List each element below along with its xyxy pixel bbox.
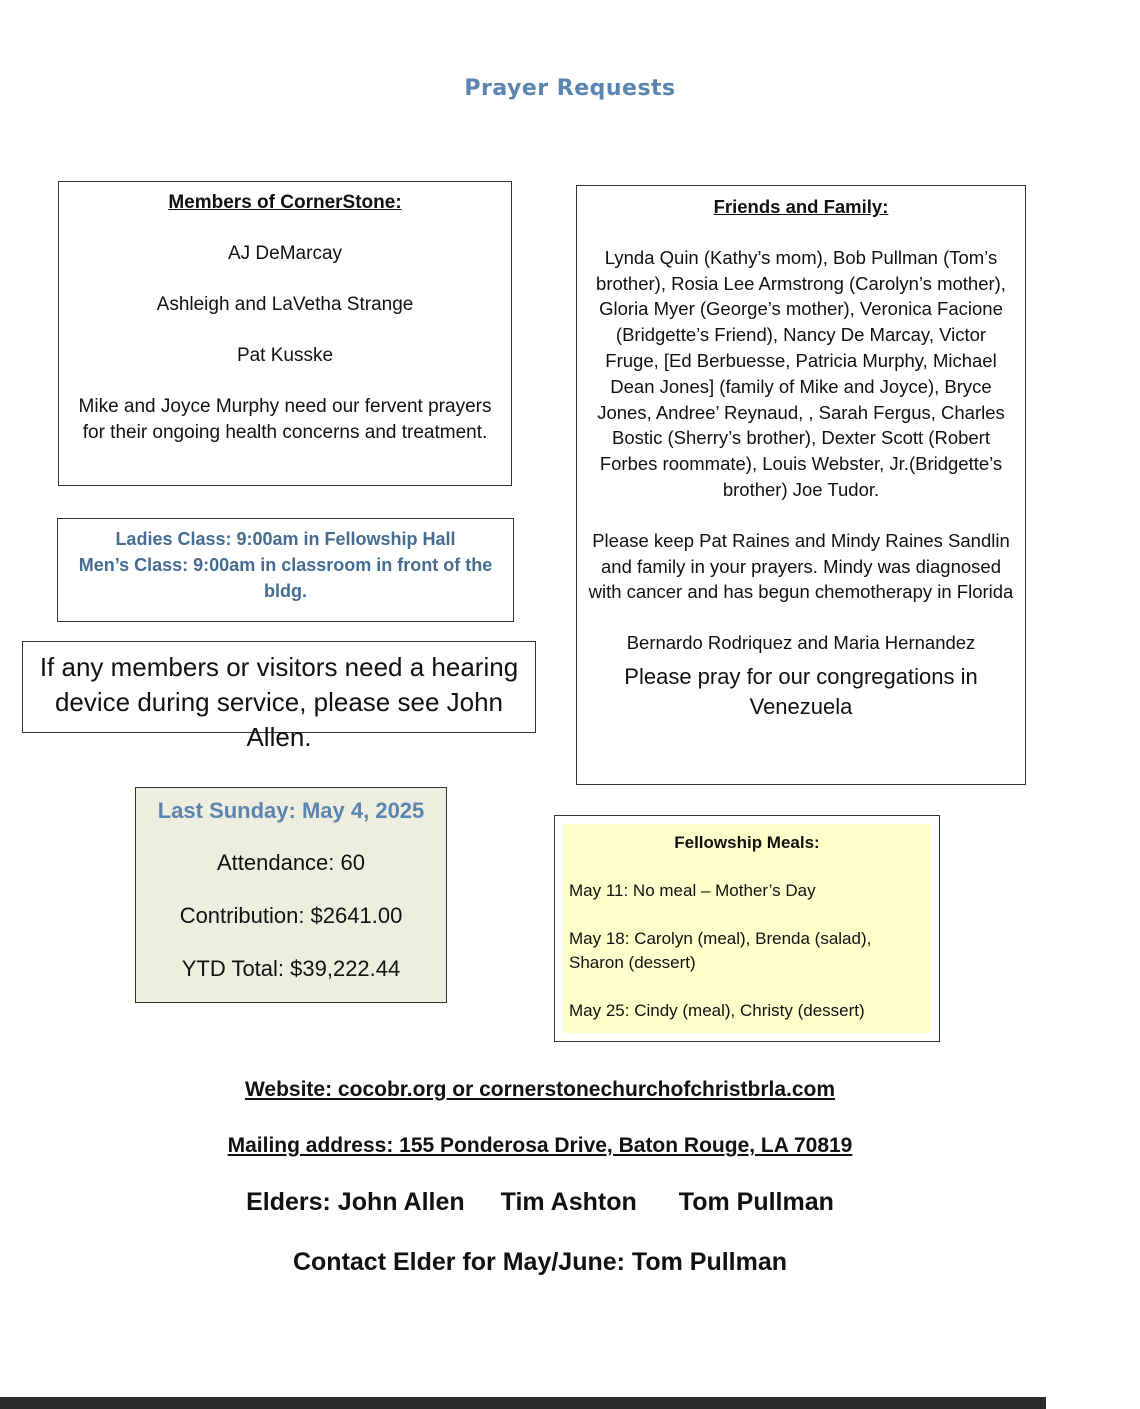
elders-line (0, 1188, 1080, 1217)
members-box (58, 181, 512, 486)
page-title: Prayer Requests (464, 76, 676, 101)
raines-request: Please keep Pat Raines and Mindy Raines Sandlin and family in your prayers. Mindy was diagnosed with cancer and has begun chemotherapy in Florida (588, 529, 1014, 603)
friends-heading: Friends and Family: (713, 196, 889, 217)
attendance: Attendance: 60 (216, 850, 365, 875)
bottom-bar (0, 1397, 1046, 1409)
elder-tom-pullman: Tom Pullman (678, 1188, 834, 1216)
member-entry: AJ DeMarcay (227, 243, 343, 264)
meal-item: May 11: No meal – Mother’s Day (569, 881, 816, 900)
last-sunday-heading: Last Sunday: May 4, 2025 (157, 798, 425, 823)
classes-box (57, 518, 514, 622)
meal-item: May 25: Cindy (meal), Christy (dessert) (569, 1001, 865, 1020)
meals-heading: Fellowship Meals: (674, 833, 820, 852)
ytd-total: YTD Total: $39,222.44 (181, 956, 401, 981)
contribution: Contribution: $2641.00 (179, 903, 403, 928)
website-link[interactable]: Website: cocobr.org or cornerstonechurchofchristbrla.com (244, 1078, 836, 1101)
friends-family-box (576, 185, 1026, 785)
hearing-device-notice (22, 641, 536, 752)
elder-tim-ashton: Tim Ashton (500, 1188, 637, 1216)
elder-john-allen: Elders: John Allen (246, 1188, 465, 1216)
contact-elder: Contact Elder for May/June: Tom Pullman (292, 1248, 788, 1276)
friends-names: Lynda Quin (Kathy’s mom), Bob Pullman (Tom’s brother), Rosia Lee Armstrong (Carolyn’s mother), Gloria Myer (George’s mother), Veronica Facione (Bridgette’s Friend), Nancy De Marcay, Victor Fruge, [Ed Berbuesse, Patricia Murphy, Michael Dean Jones] (family of Mike and Joyce), Bryce Jones, Andree’ Reynaud, , Sarah Fergus, Charles Bostic (Sherry’s brother), Dexter Scott (Robert Forbes roommate), Louis Webster, Jr.(Bridgette’s brother) Joe Tudor. (596, 246, 1006, 500)
hearing-text: If any members or visitors need a hearing device during service, please see John Allen. (39, 652, 519, 752)
mailing-address: Mailing address: 155 Ponderosa Drive, Baton Rouge, LA 70819 (227, 1134, 853, 1157)
last-sunday-box (135, 787, 447, 1003)
ladies-class: Ladies Class: 9:00am in Fellowship Hall (115, 529, 456, 549)
fellowship-meals-panel (563, 824, 931, 1033)
mens-class: Men’s Class: 9:00am in classroom in front of the bldg. (78, 555, 493, 601)
member-entry: Ashleigh and LaVetha Strange (156, 294, 414, 315)
member-entry: Pat Kusske (236, 345, 334, 366)
venezuela-request: Please pray for our congregations in Venezuela (624, 663, 978, 719)
rodriquez-request: Bernardo Rodriquez and Maria Hernandez (626, 632, 976, 654)
fellowship-meals-box (554, 815, 940, 1042)
member-entry: Mike and Joyce Murphy need our fervent prayers for their ongoing health concerns and treatment. (78, 396, 492, 443)
members-heading: Members of CornerStone: (168, 192, 402, 213)
meal-item: May 18: Carolyn (meal), Brenda (salad), Sharon (dessert) (569, 929, 872, 972)
